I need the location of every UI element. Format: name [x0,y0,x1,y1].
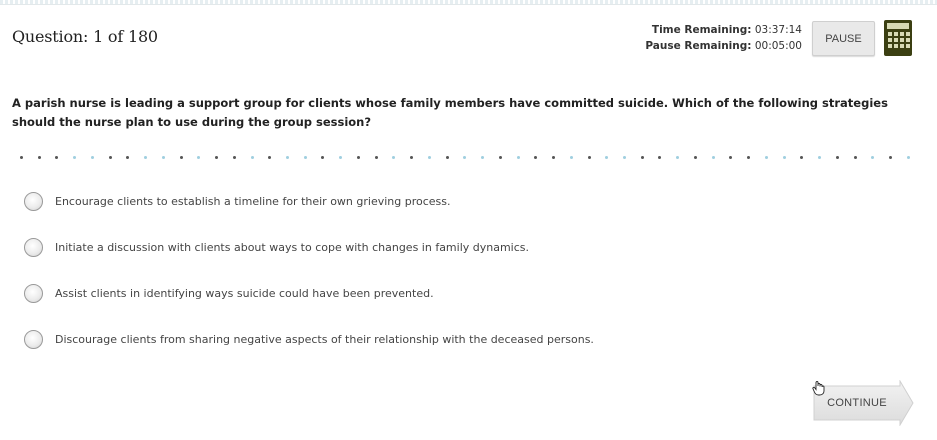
pause-button[interactable]: PAUSE [812,21,875,56]
divider-dot [570,156,573,159]
divider-dot [907,156,910,159]
time-remaining [645,22,802,38]
answer-option-label[interactable]: Assist clients in identifying ways suicide could have been prevented. [55,286,434,300]
answer-option-label[interactable]: Encourage clients to establish a timeline for their own grieving process. [55,194,451,208]
divider-dot [871,156,874,159]
divider-dot [765,156,768,159]
dot-divider [20,153,910,161]
question-counter: Question: 1 of 180 [12,27,158,46]
divider-dot [304,156,307,159]
divider-dot [233,156,236,159]
divider-dot [517,156,520,159]
divider-dot [800,156,803,159]
divider-dot [836,156,839,159]
top-decorative-stripe [0,0,937,5]
divider-dot [499,156,502,159]
radio-button[interactable] [24,192,43,211]
divider-dot [623,156,626,159]
divider-dot [38,156,41,159]
pause-remaining-value: 00:05:00 [754,40,802,52]
divider-dot [588,156,591,159]
divider-dot [375,156,378,159]
divider-dot [357,156,360,159]
divider-dot [144,156,147,159]
divider-dot [783,156,786,159]
divider-dot [676,156,679,159]
answer-option[interactable] [24,190,451,212]
time-remaining-value: 03:37:14 [754,24,802,36]
divider-dot [251,156,254,159]
hand-cursor-icon [812,380,826,396]
radio-button[interactable] [24,330,43,349]
radio-button[interactable] [24,284,43,303]
continue-label[interactable]: CONTINUE [827,397,887,409]
divider-dot [197,156,200,159]
divider-dot [215,156,218,159]
divider-dot [747,156,750,159]
calculator-screen [887,23,909,29]
divider-dot [605,156,608,159]
divider-dot [162,156,165,159]
divider-dot [658,156,661,159]
timer-block [645,22,802,54]
divider-dot [339,156,342,159]
divider-dot [286,156,289,159]
divider-dot [428,156,431,159]
divider-dot [481,156,484,159]
divider-dot [73,156,76,159]
divider-dot [20,156,23,159]
divider-dot [446,156,449,159]
answer-option-label[interactable]: Initiate a discussion with clients about ways to cope with changes in family dynamics. [55,240,530,254]
divider-dot [180,156,183,159]
pause-remaining [645,38,802,54]
pause-remaining-label: Pause Remaining: [645,40,752,52]
divider-dot [641,156,644,159]
divider-dot [694,156,697,159]
calculator-keys [887,32,909,48]
divider-dot [534,156,537,159]
answer-option-label[interactable]: Discourage clients from sharing negative aspects of their relationship with the deceased persons. [55,332,594,346]
answer-option[interactable] [24,282,434,304]
divider-dot [321,156,324,159]
question-stem: A parish nurse is leading a support group for clients whose family members have committed suicide. Which of the following strategies should the nurse plan to use during the group session? [12,96,888,129]
divider-dot [55,156,58,159]
divider-dot [889,156,892,159]
radio-button[interactable] [24,238,43,257]
divider-dot [854,156,857,159]
divider-dot [392,156,395,159]
divider-dot [712,156,715,159]
divider-dot [268,156,271,159]
divider-dot [729,156,732,159]
continue-button[interactable] [812,380,914,426]
calculator-icon[interactable] [884,20,912,56]
divider-dot [552,156,555,159]
time-remaining-label: Time Remaining: [651,24,752,36]
answer-option[interactable] [24,236,529,258]
divider-dot [818,156,821,159]
divider-dot [91,156,94,159]
divider-dot [410,156,413,159]
divider-dot [126,156,129,159]
divider-dot [463,156,466,159]
divider-dot [109,156,112,159]
answer-option[interactable] [24,328,594,350]
